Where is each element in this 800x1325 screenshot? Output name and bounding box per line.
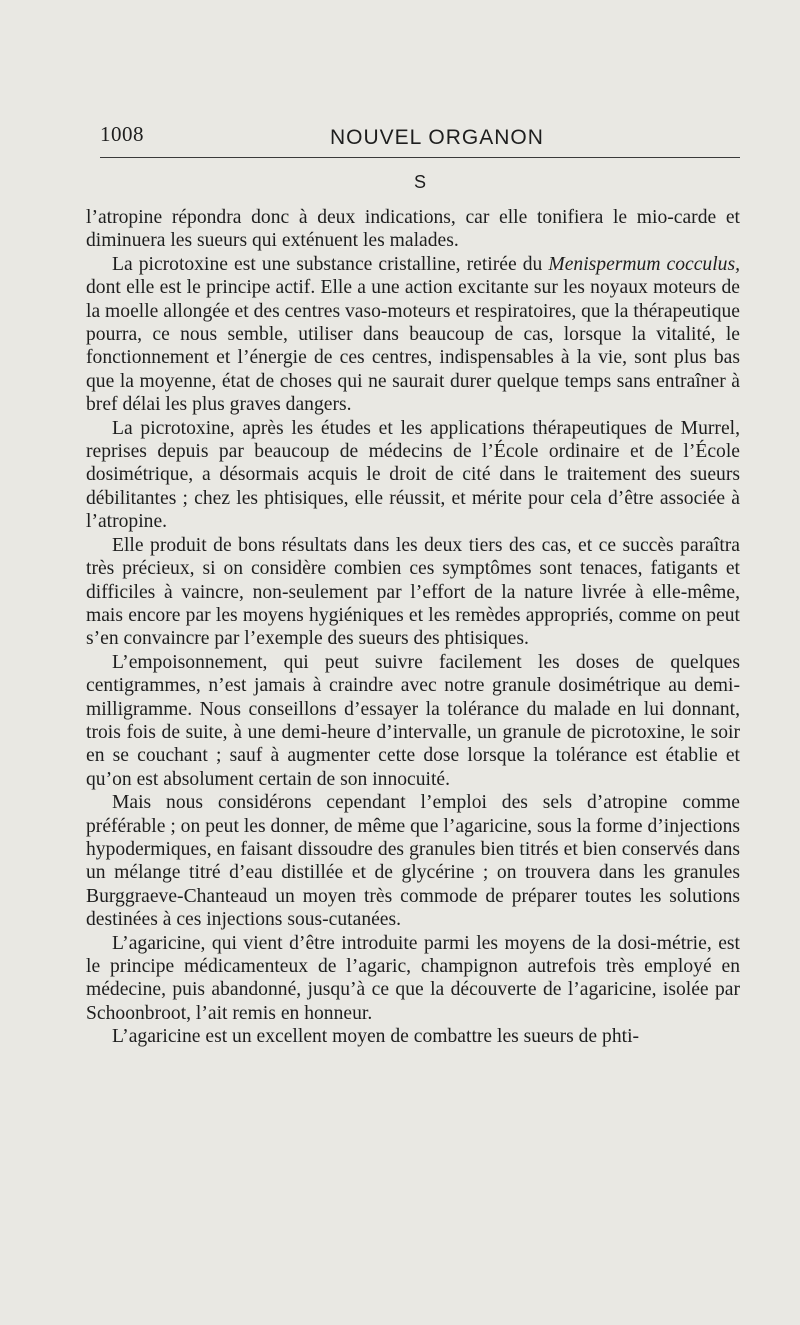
body-text xyxy=(86,206,740,1049)
paragraph-3: La picrotoxine, après les études et les applications thérapeutiques de Murrel, reprises depuis par beaucoup de médecins de l’École ordinaire et de l’École dosimétrique, a désormais acquis le droit de cité dans le traitement des sueurs débilitantes ; chez les phtisiques, elle réussit, et mérite pour cela d’être associée à l’atropine. xyxy=(86,417,740,533)
paragraph-2: La picrotoxine est une substance cristalline, retirée du Menispermum cocculus, dont elle est le principe actif. Elle a une action excitante sur les noyaux moteurs de la moelle allongée et des centres vaso-moteurs et respiratoires, que la thérapeutique pourra, ce nous semble, utiliser dans beaucoup de cas, lorsque la vitalité, le fonctionnement et l’énergie de ces centres, indispensables à la vie, sont plus bas que la moyenne, état de choses qui ne saurait durer quelque temps sans entraîner à bref délai les plus graves dangers. xyxy=(86,253,740,416)
page-number: 1008 xyxy=(100,122,144,146)
paragraph-4: Elle produit de bons résultats dans les deux tiers des cas, et ce succès paraîtra très précieux, si on considère combien ces symptômes sont tenaces, fatigants et difficiles à vaincre, non-seulement par l’effort de la nature livrée à elle-même, mais encore par les moyens hygiéniques et les remèdes appropriés, comme on peut s’en convaincre par l’exemple des sueurs des phtisiques. xyxy=(86,534,740,650)
paragraph-1: l’atropine répondra donc à deux indications, car elle tonifiera le mio-carde et diminuera les sueurs qui exténuent les malades. xyxy=(86,207,740,252)
paragraph-7: L’agaricine, qui vient d’être introduite parmi les moyens de la dosi-métrie, est le principe médicamenteux de l’agaric, champignon autrefois très employé en médecine, puis abandonné, jusqu’à ce que la découverte de l’agaricine, isolée par Schoonbroot, l’ait remis en honneur. xyxy=(86,932,740,1024)
header-rule xyxy=(100,157,740,158)
running-title: NOUVEL ORGANON xyxy=(330,126,544,149)
paragraph-6: Mais nous considérons cependant l’emploi des sels d’atropine comme préférable ; on peut les donner, de même que l’agaricine, sous la forme d’injections hypodermiques, en faisant dissoudre des granules bien titrés et bien conservés dans un mélange titré d’eau distillée et de glycérine ; on trouvera dans les granules Burggraeve-Chanteaud un moyen très commode de préparer toutes les solutions destinées à ces injections sous-cutanées. xyxy=(86,792,740,931)
species-name: Menispermum cocculus, xyxy=(548,253,740,275)
signature-mark: S xyxy=(414,172,427,192)
paragraph-5: L’empoisonnement, qui peut suivre facilement les doses de quelques centigrammes, n’est jamais à craindre avec notre granule dosimétrique au demi-milligramme. Nous conseillons d’essayer la tolérance du malade en lui donnant, trois fois de suite, à une demi-heure d’intervalle, un granule de picrotoxine, le soir en se couchant ; sauf à augmenter cette dose lorsque la tolérance est établie et qu’on est absolument certain de son innocuité. xyxy=(86,651,740,790)
paragraph-8: L’agaricine est un excellent moyen de combattre les sueurs de phti- xyxy=(112,1026,640,1048)
